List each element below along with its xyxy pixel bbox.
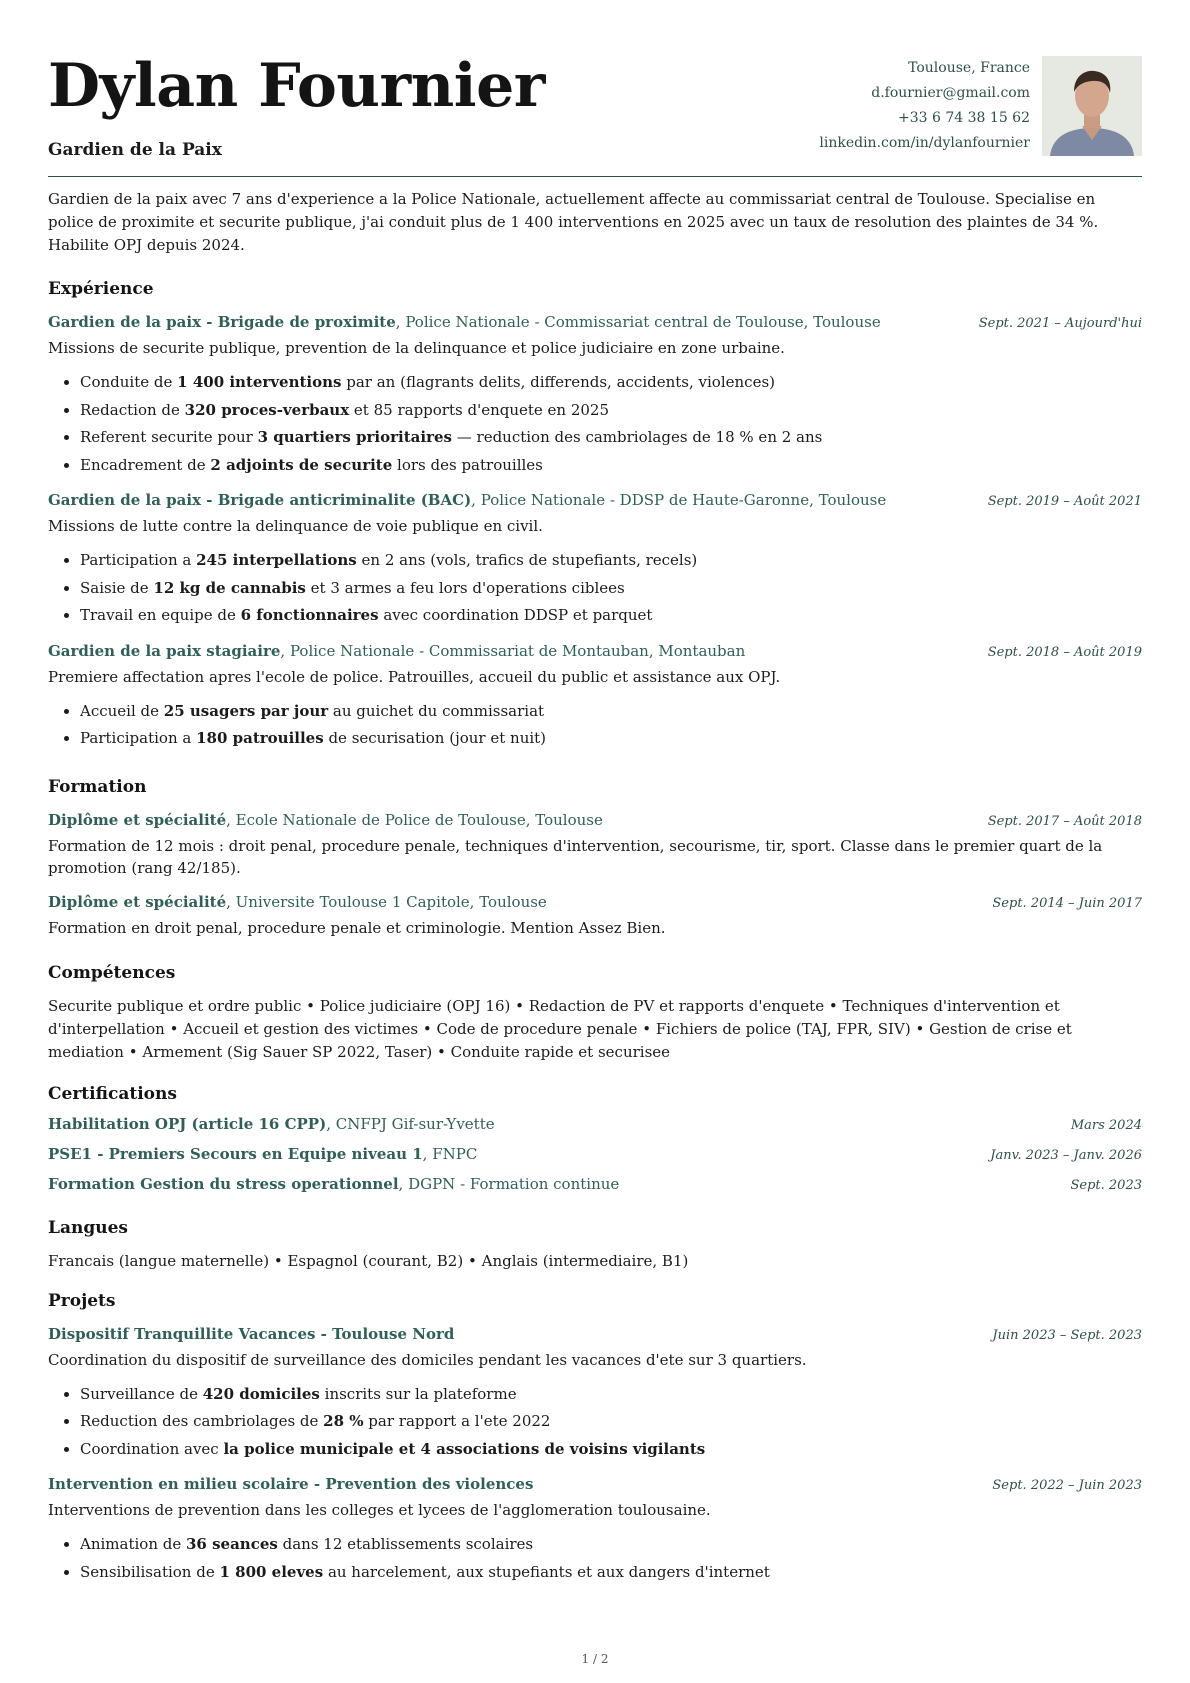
bullet-item: • Conduite de 1 400 interventions par an (flagrants delits, differends, accidents, violences) <box>80 369 1142 397</box>
certification-name: PSE1 - Premiers Secours en Equipe niveau 1 <box>48 1144 423 1163</box>
bullet-item: • Participation a 245 interpellations en 2 ans (vols, trafics de stupefiants, recels) <box>80 547 1142 575</box>
bullet-item: • Accueil de 25 usagers par jour au guichet du commissariat <box>80 698 1142 726</box>
bullet-list <box>48 1381 1142 1464</box>
skill-item: Securite publique et ordre public <box>48 996 302 1015</box>
entry-school: , Universite Toulouse 1 Capitole, Toulouse <box>226 892 547 911</box>
education-list <box>48 809 1142 939</box>
skill-item: Fichiers de police (TAJ, FPR, SIV) <box>655 1019 911 1038</box>
experience-entry <box>48 311 1142 479</box>
bullet-item: • Reduction des cambriolages de 28 % par rapport a l'ete 2022 <box>80 1408 1142 1436</box>
contact-linkedin[interactable]: linkedin.com/in/dylanfournier <box>819 135 1030 151</box>
entry-role: Gardien de la paix stagiaire <box>48 641 281 660</box>
section-title-certifications: Certifications <box>48 1083 177 1104</box>
skill-item: Conduite rapide et securisee <box>450 1042 671 1061</box>
language-item: Espagnol (courant, B2) <box>287 1251 464 1270</box>
entry-description: Missions de securite publique, prevention de la delinquance et police judiciaire en zone urbaine. <box>48 339 785 357</box>
section-title-skills: Compétences <box>48 962 176 983</box>
experience-list <box>48 311 1142 753</box>
certification-issuer: , CNFPJ Gif-sur-Yvette <box>326 1114 495 1133</box>
entry-role: Gardien de la paix - Brigade anticriminalite (BAC) <box>48 491 472 509</box>
contact-location: Toulouse, France <box>908 60 1030 76</box>
project-name: Dispositif Tranquillite Vacances - Toulouse Nord <box>48 1324 455 1343</box>
contact-phone[interactable]: +33 6 74 38 15 62 <box>898 110 1030 126</box>
entry-description: Formation de 12 mois : droit penal, procedure penale, techniques d'intervention, secourisme, tir, sport. Classe dans le premier quart de la promotion (rang 42/185). <box>48 836 1103 877</box>
languages-list: Francais (langue maternelle) • Espagnol (courant, B2) • Anglais (intermediaire, B1) <box>48 1251 689 1270</box>
project-list <box>48 1323 1142 1587</box>
contact-block <box>819 56 1030 156</box>
skills-list: Securite publique et ordre public • Police judiciaire (OPJ 16) • Redaction de PV et rapports d'enquete • Techniques d'intervention et d'interpellation • Accueil et gestion des victimes • Code de procedure penale • Fichiers de police (TAJ, FPR, SIV) • Gestion de crise et mediation • Armement (Sig Sauer SP 2022, Taser) • Conduite rapide et securisee <box>48 996 1072 1061</box>
entry-organization: , Police Nationale - DDSP de Haute-Garonne, Toulouse <box>471 491 887 509</box>
bullet-item: • Sensibilisation de 1 800 eleves au harcelement, aux stupefiants et aux dangers d'internet <box>80 1559 1142 1587</box>
entry-description: Missions de lutte contre la delinquance de voie publique en civil. <box>48 517 543 535</box>
entry-school: , Ecole Nationale de Police de Toulouse, Toulouse <box>226 810 603 829</box>
contact-email[interactable]: d.fournier@gmail.com <box>871 85 1030 101</box>
certification-list <box>48 1110 1142 1200</box>
skill-item: Armement (Sig Sauer SP 2022, Taser) <box>142 1042 433 1061</box>
section-title-experience: Expérience <box>48 279 154 299</box>
profile-photo <box>1042 56 1142 156</box>
entry-date: Sept. 2014 – Juin 2017 <box>992 895 1142 911</box>
bullet-list <box>48 369 1142 479</box>
experience-entry <box>48 489 1142 630</box>
project-entry <box>48 1473 1142 1586</box>
skill-item: Redaction de PV et rapports d'enquete <box>528 996 825 1015</box>
certification-date: Mars 2024 <box>1070 1117 1142 1133</box>
experience-entry <box>48 640 1142 753</box>
project-date: Juin 2023 – Sept. 2023 <box>992 1327 1142 1343</box>
certification-name: Habilitation OPJ (article 16 CPP) <box>48 1114 327 1133</box>
page-number: 1 / 2 <box>581 1652 609 1666</box>
entry-description: Premiere affectation apres l'ecole de police. Patrouilles, accueil du public et assistance aux OPJ. <box>48 667 781 686</box>
bullet-list <box>48 698 1142 753</box>
entry-role: Gardien de la paix - Brigade de proximite <box>48 313 396 331</box>
entry-description: Formation en droit penal, procedure penale et criminologie. Mention Assez Bien. <box>48 918 666 937</box>
project-date: Sept. 2022 – Juin 2023 <box>992 1478 1142 1493</box>
entry-date: Sept. 2019 – Août 2021 <box>987 494 1142 509</box>
bullet-item: • Participation a 180 patrouilles de securisation (jour et nuit) <box>80 725 1142 753</box>
bullet-item: • Encadrement de 2 adjoints de securite lors des patrouilles <box>80 452 1142 480</box>
education-entry <box>48 809 1142 879</box>
bullet-item: • Coordination avec la police municipale et 4 associations de voisins vigilants <box>80 1436 1142 1464</box>
certification-date: Sept. 2023 <box>1070 1177 1142 1193</box>
certification-issuer: , FNPC <box>422 1144 478 1163</box>
certification-entry <box>48 1140 1142 1170</box>
profile-photo-image <box>1042 56 1142 156</box>
entry-date: Sept. 2018 – Août 2019 <box>987 644 1142 660</box>
skill-item: Accueil et gestion des victimes <box>183 1019 419 1038</box>
section-title-education: Formation <box>48 776 147 797</box>
project-description: Coordination du dispositif de surveillance des domiciles pendant les vacances d'ete sur 3 quartiers. <box>48 1350 807 1369</box>
skill-item: Techniques d'intervention et d'interpellation <box>48 996 1060 1038</box>
entry-date: Sept. 2017 – Août 2018 <box>987 813 1142 829</box>
job-title: Gardien de la Paix <box>48 140 222 160</box>
education-entry <box>48 891 1142 939</box>
bullet-item: • Surveillance de 420 domiciles inscrits sur la plateforme <box>80 1381 1142 1409</box>
profile-summary: Gardien de la paix avec 7 ans d'experience a la Police Nationale, actuellement affecte au commissariat central de Toulouse. Specialise en police de proximite et securite publique, j'ai conduit plus de 1 400 interventions en 2025 avec un taux de resolution des plaintes de 34 %. Habilite OPJ depuis 2024. <box>48 190 1099 254</box>
language-item: Anglais (intermediaire, B1) <box>481 1251 689 1270</box>
project-name: Intervention en milieu scolaire - Prevention des violences <box>48 1475 534 1493</box>
bullet-item: • Saisie de 12 kg de cannabis et 3 armes a feu lors d'operations ciblees <box>80 575 1142 603</box>
entry-date: Sept. 2021 – Aujourd'hui <box>978 316 1142 331</box>
project-description: Interventions de prevention dans les colleges et lycees de l'agglomeration toulousaine. <box>48 1501 711 1519</box>
bullet-item: • Redaction de 320 proces-verbaux et 85 rapports d'enquete en 2025 <box>80 397 1142 425</box>
certification-entry <box>48 1110 1142 1140</box>
skill-item: Gestion de crise et mediation <box>48 1019 1072 1061</box>
skill-item: Police judiciaire (OPJ 16) <box>319 996 511 1015</box>
entry-organization: , Police Nationale - Commissariat de Montauban, Montauban <box>280 641 746 660</box>
bullet-item: • Animation de 36 seances dans 12 etablissements scolaires <box>80 1531 1142 1559</box>
certification-date: Janv. 2023 – Janv. 2026 <box>990 1147 1142 1163</box>
project-entry <box>48 1323 1142 1464</box>
candidate-name: Dylan Fournier <box>48 51 545 121</box>
language-item: Francais (langue maternelle) <box>48 1251 270 1270</box>
section-title-projects: Projets <box>48 1290 116 1311</box>
entry-degree: Diplôme et spécialité <box>48 810 227 829</box>
certification-issuer: , DGPN - Formation continue <box>398 1174 620 1193</box>
entry-degree: Diplôme et spécialité <box>48 892 227 911</box>
bullet-list <box>48 1531 1142 1586</box>
entry-organization: , Police Nationale - Commissariat central de Toulouse, Toulouse <box>395 313 881 331</box>
bullet-item: • Travail en equipe de 6 fonctionnaires avec coordination DDSP et parquet <box>80 602 1142 630</box>
skill-item: Code de procedure penale <box>436 1019 638 1038</box>
bullet-item: • Referent securite pour 3 quartiers prioritaires — reduction des cambriolages de 18 % en 2 ans <box>80 424 1142 452</box>
header-divider <box>48 176 1142 177</box>
certification-name: Formation Gestion du stress operationnel <box>48 1174 399 1193</box>
section-title-languages: Langues <box>48 1217 128 1238</box>
resume-header <box>48 0 1142 178</box>
certification-entry <box>48 1170 1142 1200</box>
bullet-list <box>48 547 1142 630</box>
